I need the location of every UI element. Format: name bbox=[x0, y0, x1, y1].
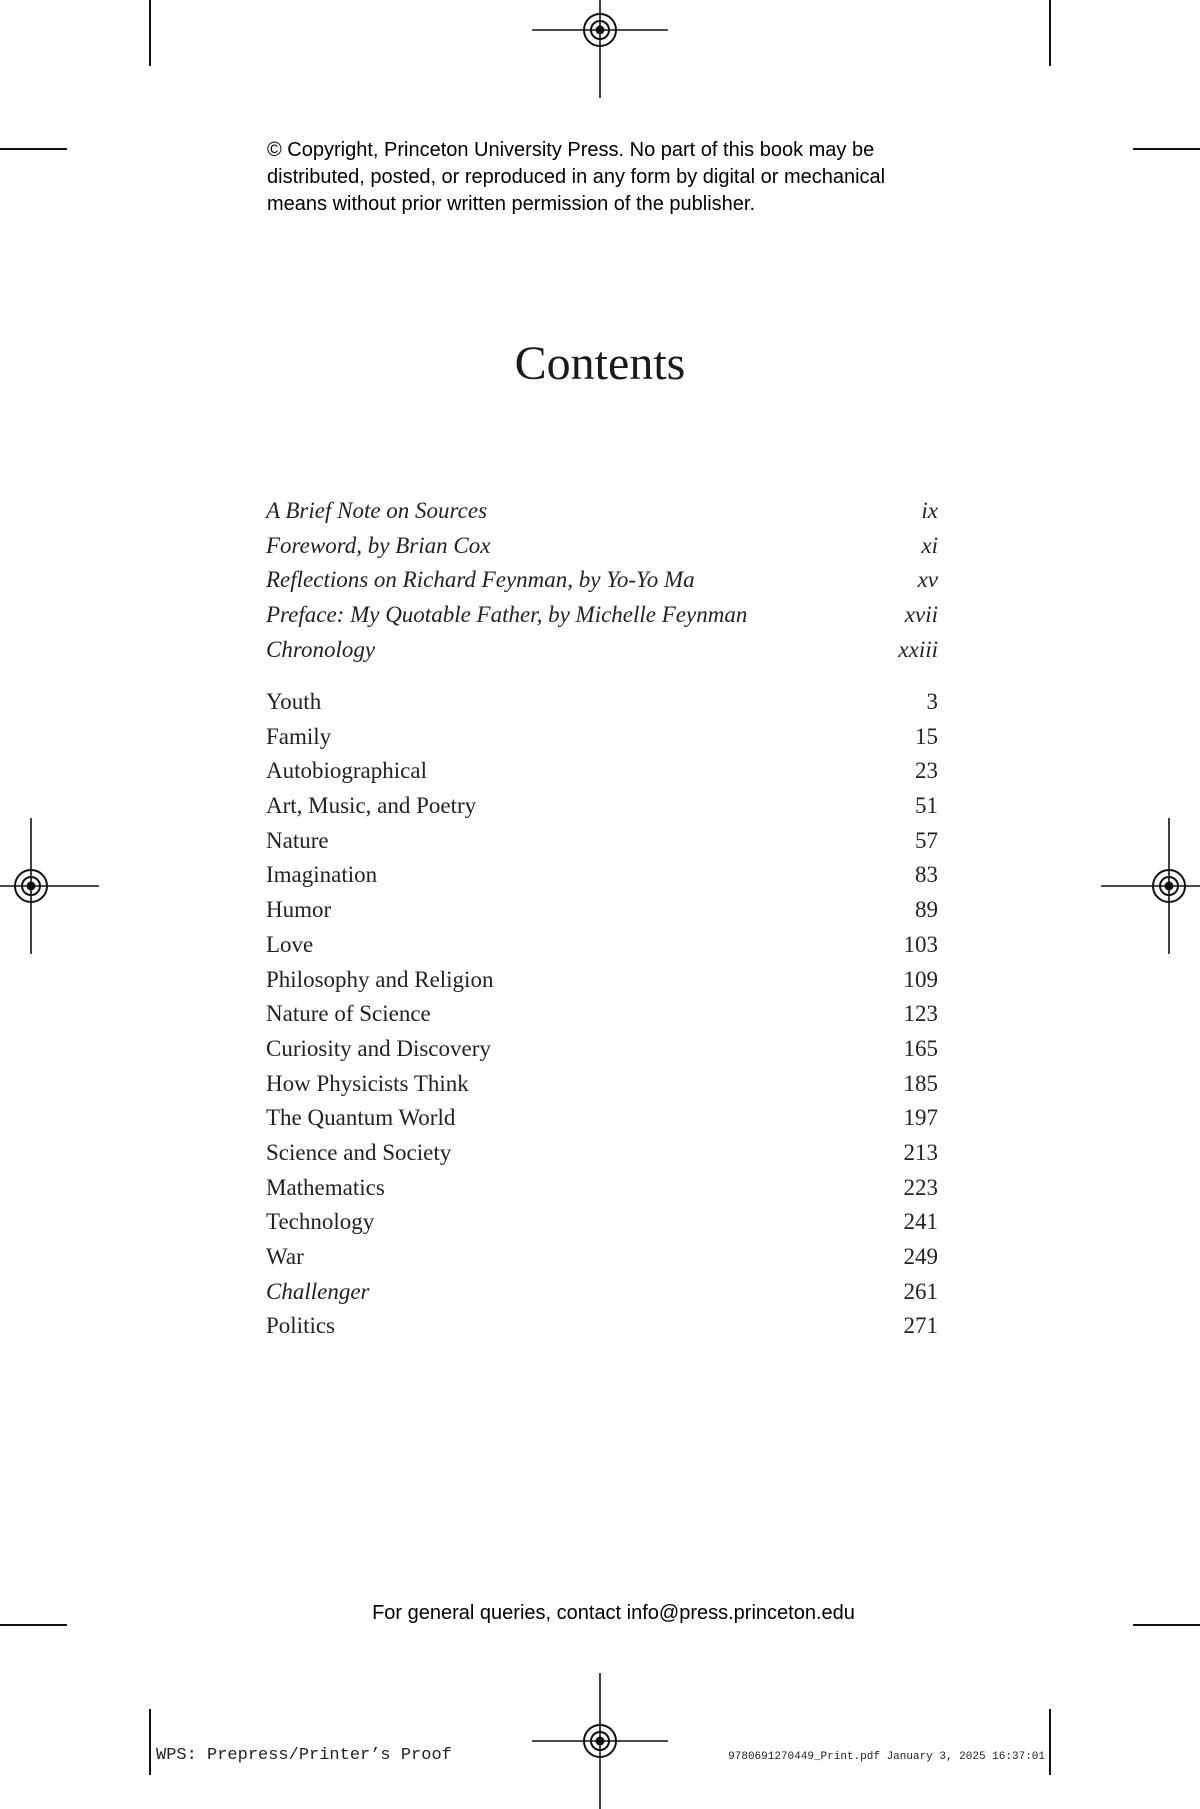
toc-entry-page: 249 bbox=[903, 1244, 938, 1269]
toc-entry-page: xvii bbox=[904, 602, 938, 628]
crop-mark bbox=[149, 0, 151, 66]
toc-entry bbox=[266, 1067, 938, 1102]
toc-entry-title: Art, Music, and Poetry bbox=[266, 793, 477, 819]
toc-entry-title: Science and Society bbox=[266, 1139, 452, 1165]
toc-entry bbox=[266, 720, 938, 755]
toc-entry-title: Reflections on Richard Feynman, by Yo-Yo Ma bbox=[266, 567, 695, 593]
toc-entry-title: Curiosity and Discovery bbox=[266, 1035, 491, 1061]
toc-entry bbox=[266, 928, 938, 963]
toc-entry bbox=[266, 529, 938, 564]
toc-entry-page: 83 bbox=[915, 862, 938, 888]
toc-entry bbox=[266, 1240, 938, 1275]
registration-mark-icon bbox=[1101, 818, 1200, 954]
toc-entry-page: 103 bbox=[903, 931, 938, 957]
crop-mark bbox=[1133, 148, 1200, 150]
toc-entry-page: ix bbox=[921, 498, 938, 523]
file-slug: 9780691270449_Print.pdf January 3, 2025 16:37:01 bbox=[728, 1751, 1045, 1763]
toc-entry-title: Challenger bbox=[266, 1278, 370, 1304]
toc-entry bbox=[266, 563, 938, 598]
toc-entry bbox=[266, 1309, 938, 1344]
toc-entry-page: 197 bbox=[903, 1105, 938, 1131]
toc-entry bbox=[266, 997, 938, 1032]
toc-entry bbox=[266, 685, 938, 720]
toc-entry-title: War bbox=[266, 1244, 304, 1269]
toc-entry bbox=[266, 1101, 938, 1136]
toc-entry-title: Nature bbox=[266, 827, 329, 853]
toc-entry-page: 3 bbox=[926, 689, 938, 714]
toc-entry bbox=[266, 1205, 938, 1240]
toc-entry-page: 213 bbox=[903, 1139, 938, 1165]
toc-entry bbox=[266, 1032, 938, 1067]
toc-entry-title: Humor bbox=[266, 897, 332, 923]
page-title: Contents bbox=[514, 337, 686, 390]
toc-entry-title: Youth bbox=[266, 689, 322, 714]
toc-entry-title: Technology bbox=[266, 1209, 375, 1235]
toc-entry-page: 223 bbox=[903, 1174, 938, 1200]
toc-entry-title: A Brief Note on Sources bbox=[266, 498, 488, 523]
toc-entry bbox=[266, 494, 938, 529]
toc-entry-title: The Quantum World bbox=[266, 1105, 456, 1131]
toc-entry bbox=[266, 754, 938, 789]
toc-entry-page: 109 bbox=[903, 966, 938, 992]
toc-entry bbox=[266, 633, 938, 668]
toc-entry bbox=[266, 1275, 938, 1310]
toc-entry bbox=[266, 1136, 938, 1171]
toc-entry-title: Imagination bbox=[266, 862, 378, 888]
toc-entry bbox=[266, 1171, 938, 1206]
toc-entry-title: Preface: My Quotable Father, by Michelle Feynman bbox=[266, 602, 748, 628]
toc-front-matter bbox=[266, 494, 938, 667]
crop-mark bbox=[1049, 0, 1051, 66]
toc-entry-title: Politics bbox=[266, 1313, 336, 1339]
toc-entry-title: Mathematics bbox=[266, 1174, 385, 1200]
crop-mark bbox=[1049, 1709, 1051, 1775]
toc-entry-page: 123 bbox=[903, 1001, 938, 1027]
toc-entry-page: 57 bbox=[915, 827, 938, 853]
toc-entry bbox=[266, 963, 938, 998]
proof-slug: WPS: Prepress/Printer’s Proof bbox=[156, 1746, 452, 1765]
toc-entry bbox=[266, 824, 938, 859]
toc-entry-page: xxiii bbox=[898, 636, 938, 662]
toc-entry-page: 165 bbox=[903, 1035, 938, 1061]
crop-mark bbox=[149, 1709, 151, 1775]
toc-entry-title: Chronology bbox=[266, 636, 376, 662]
toc-entry-page: 23 bbox=[915, 758, 938, 784]
toc-entry bbox=[266, 858, 938, 893]
crop-mark bbox=[0, 148, 67, 150]
copyright-line: distributed, posted, or reproduced in any form by digital or mechanical bbox=[267, 166, 886, 188]
toc-entry-title: Philosophy and Religion bbox=[266, 966, 494, 992]
toc-entry-page: 89 bbox=[915, 897, 938, 923]
toc-entry-page: 271 bbox=[903, 1313, 938, 1339]
toc-entry-title: Love bbox=[266, 931, 314, 957]
toc-entry-title: Nature of Science bbox=[266, 1001, 431, 1027]
toc-entry-page: xv bbox=[917, 567, 938, 593]
registration-mark-icon bbox=[532, 0, 668, 98]
toc-entry bbox=[266, 789, 938, 824]
toc-entry-page: 261 bbox=[903, 1278, 938, 1304]
toc-entry-page: 51 bbox=[915, 793, 938, 819]
copyright-line: means without prior written permission of the publisher. bbox=[267, 193, 756, 215]
toc-entry-page: 241 bbox=[903, 1209, 938, 1235]
toc-entry-title: Family bbox=[266, 723, 332, 749]
toc-entry bbox=[266, 598, 938, 633]
toc-entry-title: Foreword, by Brian Cox bbox=[266, 532, 491, 558]
contact-footer: For general queries, contact info@press.princeton.edu bbox=[372, 1602, 855, 1624]
registration-mark-icon bbox=[532, 1673, 668, 1809]
copyright-line: © Copyright, Princeton University Press. No part of this book may be bbox=[267, 139, 875, 161]
toc-entry-title: Autobiographical bbox=[266, 758, 427, 784]
toc-entry-page: 185 bbox=[903, 1070, 938, 1096]
toc-entry bbox=[266, 893, 938, 928]
toc-entry-page: 15 bbox=[915, 723, 938, 749]
toc-entry-page: xi bbox=[921, 532, 938, 558]
copyright-notice bbox=[267, 137, 967, 218]
registration-mark-icon bbox=[0, 818, 99, 954]
toc-chapters bbox=[266, 685, 938, 1344]
toc-entry-title: How Physicists Think bbox=[266, 1070, 469, 1096]
